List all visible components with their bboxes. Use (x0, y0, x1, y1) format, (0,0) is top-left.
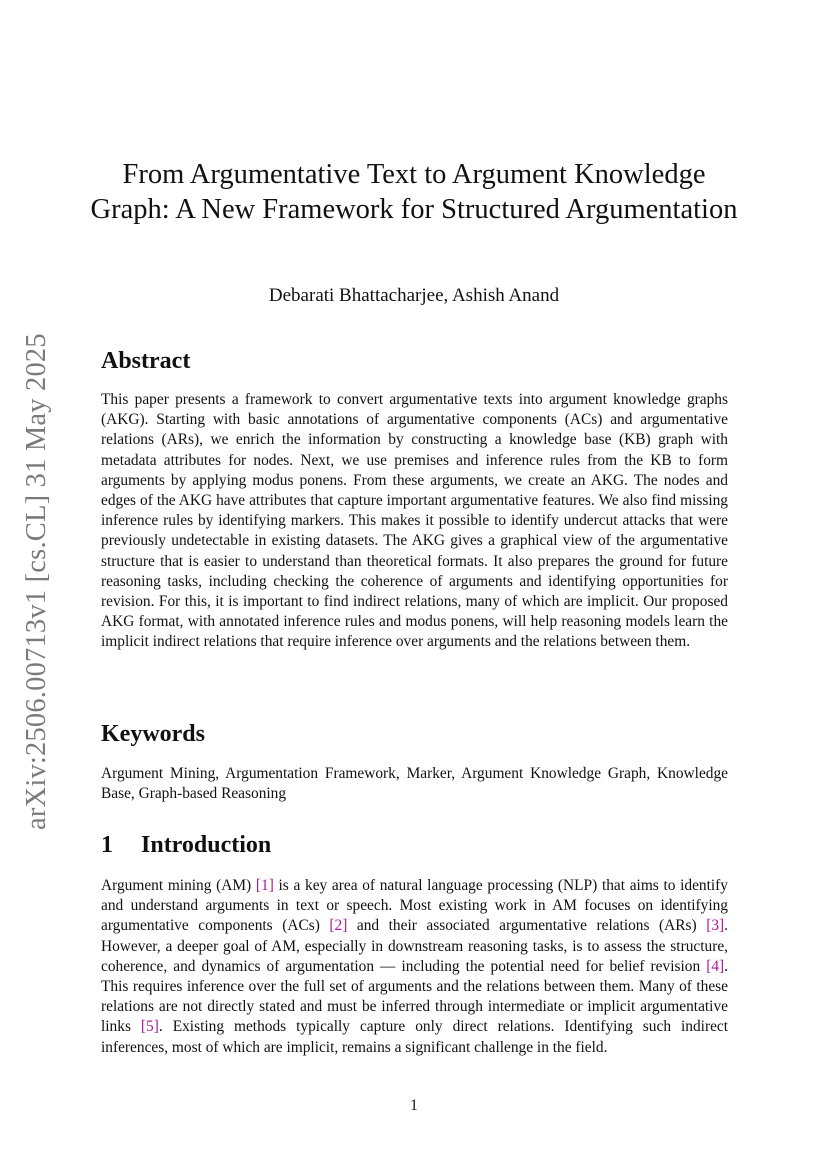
arxiv-identifier[interactable]: arXiv:2506.00713v1 [cs.CL] 31 May 2025 (21, 333, 52, 830)
citation-link[interactable]: [1] (255, 877, 274, 894)
intro-text: is a key area of natural language processing (NLP) that aims to identify and understand arguments in text or speech. Most existing work in AM focuses on identifying argumentative components (ACs) (101, 877, 729, 935)
section-number: 1 (101, 832, 113, 858)
citation-link[interactable]: [2] (329, 917, 348, 935)
paper-title: From Argumentative Text to Argument Knowledge Graph: A New Framework for Structured Argumentation (90, 159, 738, 225)
keywords-heading: Keywords (101, 721, 205, 747)
introduction-heading (101, 830, 271, 860)
intro-text: . However, a deeper goal of AM, especially in downstream reasoning tasks, is to assess the structure, coherence, and dynamics of argumentation — including the potential need for belief revision (101, 917, 728, 975)
citation-link[interactable]: [3] (706, 917, 725, 935)
page-number: 1 (410, 1097, 418, 1114)
abstract-heading: Abstract (101, 348, 191, 374)
intro-text: . This requires inference over the full set of arguments and the relations between them. Many of these relations are not directly stated and must be inferred through intermediate or implicit argumentative links (101, 957, 728, 1036)
abstract-body: This paper presents a framework to convert argumentative texts into argument knowledge graphs (AKG). Starting with basic annotations of argumentative components (ACs) and argumentative relations (ARs), we enrich the information by constructing a knowledge base (KB) graph with metadata attributes for nodes. Next, we use premises and inference rules from the KB to form arguments by applying modus ponens. From these arguments, we create an AKG. The nodes and edges of the AKG have attributes that capture important argumentative features. We also find missing inference rules by identifying markers. This makes it possible to identify undercut attacks that were previously undetectable in existing datasets. The AKG gives a graphical view of the argumentative structure that is easier to understand than theoretical formats. It also prepares the ground for future reasoning tasks, including checking the coherence of arguments and identifying opportunities for revision. For this, it is important to find indirect relations, many of which are implicit. Our proposed AKG format, with annotated inference rules and modus ponens, will help reasoning models learn the implicit indirect relations that require inference over arguments and the relations between them. (101, 391, 728, 651)
introduction-body (101, 876, 728, 1058)
citation-link[interactable]: [5] (140, 1018, 159, 1036)
intro-text: . Existing methods typically capture only direct relations. Identifying such indirect inferences, most of which are implicit, remains a significant challenge in the field. (101, 1018, 729, 1056)
citation-link[interactable]: [4] (706, 957, 725, 975)
intro-text: and their associated argumentative relations (ARs) (347, 917, 707, 935)
intro-text: Argument mining (AM) (101, 877, 256, 894)
section-title: Introduction (141, 832, 272, 858)
keywords-body: Argument Mining, Argumentation Framework, Marker, Argument Knowledge Graph, Knowledge Base, Graph-based Reasoning (101, 765, 728, 803)
author-list: Debarati Bhattacharjee, Ashish Anand (268, 285, 560, 306)
